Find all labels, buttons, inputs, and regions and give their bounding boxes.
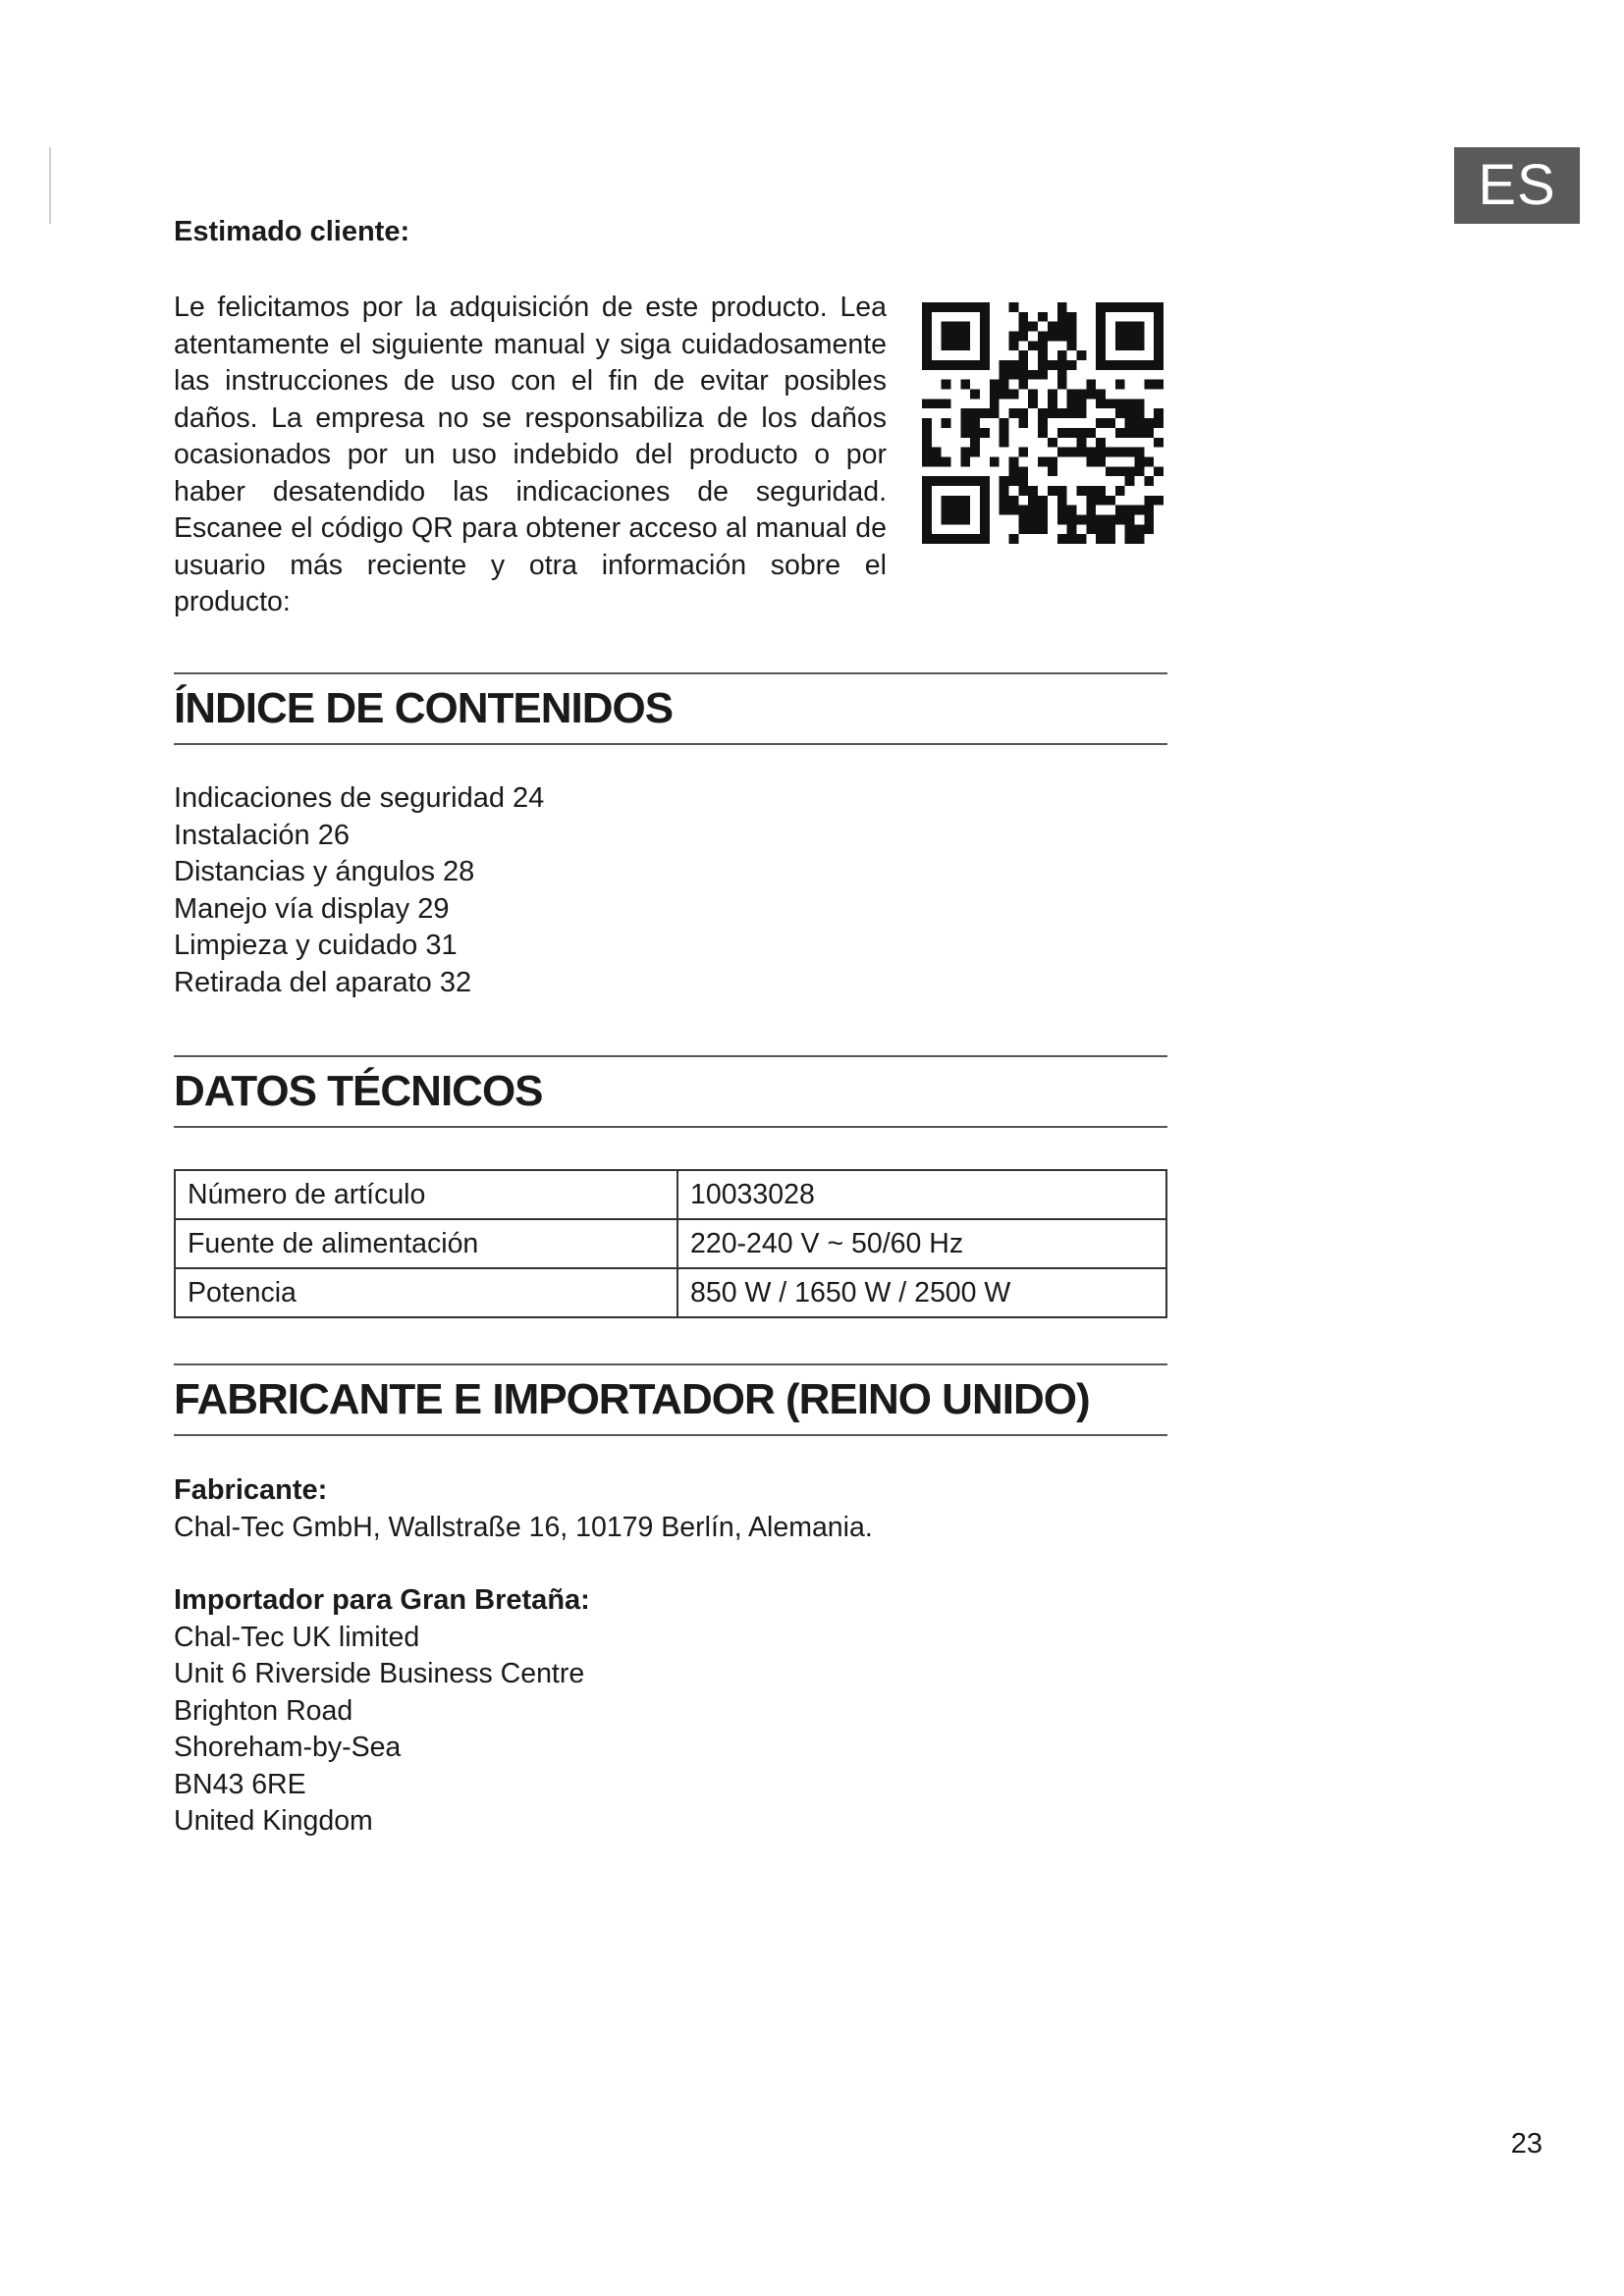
table-row (175, 1268, 1166, 1317)
table-cell-value: 220-240 V ~ 50/60 Hz (677, 1219, 1166, 1268)
language-badge: ES (1454, 147, 1580, 224)
importer-address-line: Brighton Road (174, 1694, 353, 1727)
toc-item[interactable]: Instalación 26 (174, 819, 350, 851)
tech-section-header (174, 1055, 1167, 1128)
intro-paragraph: Le felicitamos por la adquisición de este producto. Lea atentamente el siguiente manual y siga cuidadosamente las instrucciones de uso con el fin de evitar posibles daños. La empresa no se responsabiliza de los daños ocasionados por un uso indebido del producto o por haber desatendido las indicaciones de seguridad. Escanee el código QR para obtener acceso al manual de usuario más reciente y otra información sobre el producto: (174, 292, 887, 617)
tech-data-table (174, 1169, 1167, 1318)
table-cell-label: Fuente de alimentación (175, 1219, 677, 1268)
toc-item[interactable]: Manejo vía display 29 (174, 892, 450, 925)
table-cell-value: 850 W / 1650 W / 2500 W (677, 1268, 1166, 1317)
toc-title: ÍNDICE DE CONTENIDOS (174, 684, 674, 732)
manufacturer-title: FABRICANTE E IMPORTADOR (REINO UNIDO) (174, 1375, 1090, 1423)
importer-address-line: United Kingdom (174, 1805, 373, 1837)
toc-item[interactable]: Retirada del aparato 32 (174, 966, 472, 998)
table-row (175, 1170, 1166, 1219)
importer-address-line: BN43 6RE (174, 1768, 306, 1800)
importer-address-line: Shoreham-by-Sea (174, 1732, 402, 1763)
table-cell-label: Potencia (175, 1268, 677, 1317)
importer-address-line: Chal-Tec UK limited (174, 1621, 420, 1653)
toc-item[interactable]: Limpieza y cuidado 31 (174, 930, 458, 961)
toc-item[interactable]: Distancias y ángulos 28 (174, 856, 475, 887)
page-number: 23 (1510, 2128, 1543, 2160)
margin-rule (49, 147, 51, 224)
manufacturer-section-header (174, 1363, 1167, 1436)
toc-section-header (174, 672, 1167, 745)
importer-address-line: Unit 6 Riverside Business Centre (174, 1658, 585, 1689)
maker-label: Fabricante: (174, 1474, 328, 1506)
greeting-heading: Estimado cliente: (174, 216, 410, 247)
toc-item[interactable]: Indicaciones de seguridad 24 (174, 782, 545, 814)
table-cell-value: 10033028 (677, 1170, 1166, 1219)
toc-list (174, 780, 544, 1001)
table-row (175, 1219, 1166, 1268)
table-cell-label: Número de artículo (175, 1170, 677, 1219)
importer-block (174, 1582, 590, 1841)
maker-address: Chal-Tec GmbH, Wallstraße 16, 10179 Berlín, Alemania. (174, 1511, 873, 1543)
importer-label: Importador para Gran Bretaña: (174, 1584, 590, 1616)
maker-block (174, 1472, 873, 1546)
qr-code-icon (922, 302, 1164, 544)
tech-title: DATOS TÉCNICOS (174, 1067, 543, 1115)
